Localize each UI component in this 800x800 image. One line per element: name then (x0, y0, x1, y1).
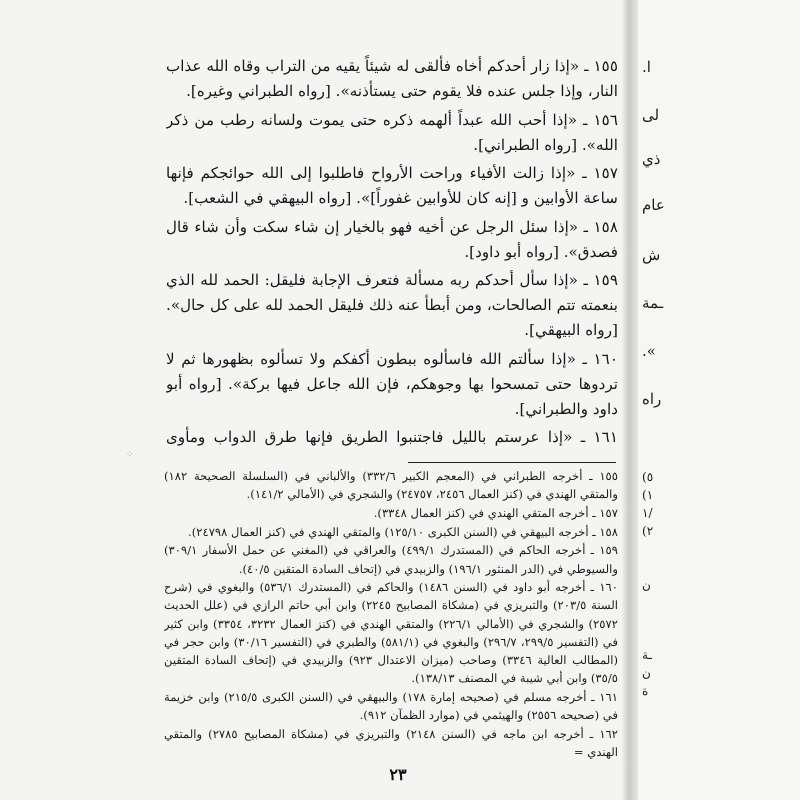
facing-fragment: ـة (642, 648, 652, 662)
facing-fragment: ». (642, 342, 656, 360)
footnote-158: ١٥٨ ـ أخرجه البيهقي في (السنن الكبرى ١٢٥/١٠) والمتقي الهندي في (كنز العمال ٢٤٧٩٨). (188, 524, 618, 539)
facing-fragment: راه (642, 390, 662, 408)
footnote-160: ١٦٠ ـ أخرجه أبو داود في (السنن ١٤٨٦) والحاكم في (المستدرك ٥٣٦/١) والبغوي في (شرح السنة ٢٠٣/٥) والتبريزي في (مشكاة المصابيح ٢٢٤٥) وابن أبي حاتم الرازي في (علل الحديث ٢٥٧٢) والشجري في (الأمالي ٢٢٦/١) والمتقي الهندي في (كنز العمال ٣٢٣٢، ٣٣٥٤) وابن كثير في (التفسير ٢٩٩/٥، ٢٩٦/٧) والبغوي في (٥٨١/١) والطبري في (التفسير ٣٠/١٦) وابن حجر في (المطالب العالية ٣٣٤٦) وصاحب (ميزان الاعتدال ٩٢٣) والزبيدي في (إتحاف السادة المتقين ٣٥/٥) وابن أبي شيبة في المصنف ١٣٨/١٣). (164, 580, 618, 686)
hadith-156: ١٥٦ ـ «إذا أحب الله عبداً ألهمه ذكره حتى يموت ولسانه رطب من ذكر الله». [رواه الطبراني]. (166, 110, 618, 154)
facing-fragment: ٥) (642, 470, 654, 484)
hadith-159: ١٥٩ ـ «إذا سأل أحدكم ربه مسألة فتعرف الإجابة فليقل: الحمد لله الذي بنعمته تتم الصالحات، ومن أبطأ عنه ذلك فليقل الحمد لله على كل حال». [رواه البيهقي]. (166, 271, 618, 339)
footnote-list (164, 467, 618, 763)
hadith-160: ١٦٠ ـ «إذا سألتم الله فاسألوه ببطون أكفكم ولا تسألوه بظهورها ثم لا تردوها حتى تمسحوا بها وجوهكم، فإن الله جاعل فيها بركة». [رواه أبو داود والطبراني]. (166, 349, 618, 418)
facing-fragment: ذي (642, 150, 661, 168)
facing-fragment: عام (642, 196, 665, 214)
footnote-divider (408, 462, 616, 463)
hadith-157: ١٥٧ ـ «إذا زالت الأفياء وراحت الأرواح فاطلبوا إلى الله حوائجكم فإنها ساعة الأوابين و [إنه كان للأوابين غفوراً]». [رواه البيهقي في الشعب]. (166, 164, 618, 207)
footnote-159: ١٥٩ ـ أخرجه الحاكم في (المستدرك ٤٩٩/١) والعراقي في (المغني عن حمل الأسفار ٣٠٩/١) والسيوطي في (الدر المنثور ١٩٦/١) والزبيدي في (إتحاف السادة المتقين ٤٠/٥). (164, 543, 618, 576)
footnote-161: ١٦١ ـ أخرجه مسلم في (صحيحه إمارة ١٧٨) والبيهقي في (السنن الكبرى ٢١٥/٥) وابن خزيمة في (صحيحه ٢٥٥٦) والهيثمي في (موارد الظمآن ٩١٢). (164, 689, 618, 723)
facing-page (638, 0, 800, 800)
footnote-155: ١٥٥ ـ أخرجه الطبراني في (المعجم الكبير ٣٣٢/٦) والألباني في (السلسلة الصحيحة ١٨٢) والمتقي الهندي في (كنز العمال ٢٤٥٦، ٢٤٧٥٧) والشجري في (الأمالي ١٤١/٢). (164, 469, 618, 502)
book-gutter (622, 0, 638, 800)
facing-fragment: ٢) (642, 524, 654, 538)
footnote-162: ١٦٢ ـ أخرجه ابن ماجه في (السنن ٢١٤٨) والتبريزي في (مشكاة المصابيح ٢٧٨٥) والمتقي الهندي = (164, 726, 618, 760)
footnote-157: ١٥٧ ـ أخرجه المتقي الهندي في (كنز العمال ٣٣٤٨). (373, 505, 618, 520)
facing-fragment: ١) (642, 488, 654, 502)
paper-speck: ⁘ (126, 450, 134, 460)
hadith-list (166, 54, 618, 452)
facing-fragment: ـمة (642, 294, 664, 312)
facing-fragment: ش (642, 246, 661, 264)
hadith-158: ١٥٨ ـ «إذا سئل الرجل عن أخيه فهو بالخيار إن شاء سكت وأن شاء قال فصدق». [رواه أبو داود]. (166, 217, 618, 261)
facing-fragment: ة (642, 684, 649, 698)
facing-fragment: /١ (642, 506, 653, 520)
page-number: ٢٣ (389, 765, 407, 784)
hadith-161: ١٦١ ـ «إذا عرستم بالليل فاجتنبوا الطريق فإنها طرق الدواب ومأوى (166, 428, 618, 446)
facing-fragment: ا. (642, 58, 651, 76)
facing-fragment: لى (642, 106, 660, 124)
facing-fragment: ن (642, 578, 651, 592)
hadith-155: ١٥٥ ـ «إذا زار أحدكم أخاه فألقى له شيئاً يقيه من التراب وقاه الله عذاب النار، وإذا جلس عنده فلا يقوم حتى يستأذنه». [رواه الطبراني وغيره]. (166, 57, 618, 100)
facing-fragment: ن (642, 666, 651, 680)
